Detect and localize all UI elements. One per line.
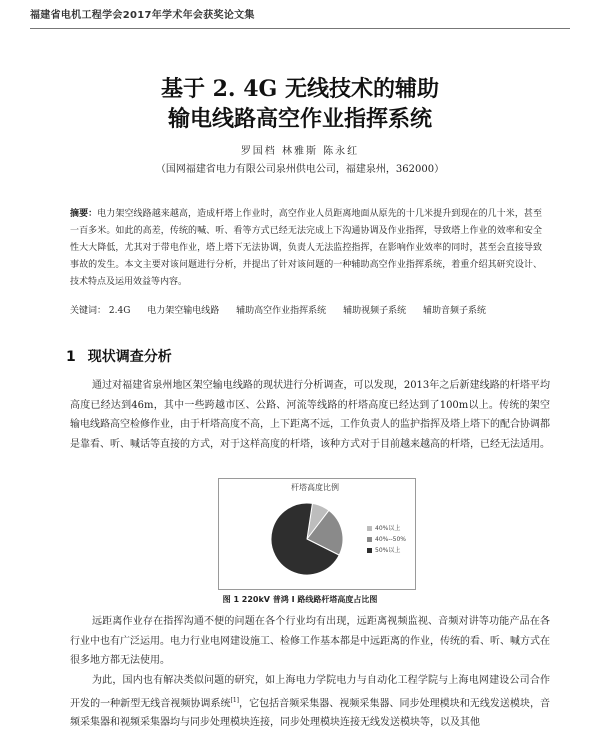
legend-item <box>367 545 406 556</box>
legend-label: 40%以上 <box>375 525 401 532</box>
paper-title-line-2: 输电线路高空作业指挥系统 <box>167 106 432 132</box>
paragraph-1: 通过对福建省泉州地区架空输电线路的现状进行分析调查，可以发现，2013年之后新建线路的杆塔平均高度已经达到46m，其中一些跨越市区、公路、河流等线路的杆塔高度已经达到了100m以上。传统的架空输电线路高空检修作业，由于杆塔高度不高，上下距离不远，工作负责人的监护指挥及塔上塔下的配合协调都是靠看、听、喊话等直接的方式，对于这样高度的杆塔，该种方式对于目前越来越高的杆塔，已经无法适用。 <box>70 380 550 450</box>
figure-caption: 图 1 220kV 普鸿 I 路线路杆塔高度占比图 <box>222 595 378 604</box>
paragraph-3 <box>70 671 550 733</box>
keywords-label: 关键词： <box>70 306 107 316</box>
section-number: 1 <box>66 349 76 365</box>
running-header: 福建省电机工程学会2017年学术年会获奖论文集 <box>30 6 570 29</box>
paragraph-3-continued: ，它包括音频采集器、视频采集器、同步处理模块和无线发送模块，音频采集器和视频采集器均与同步处理模块连接，同步处理模块连接无线发送模块等，以及其他 <box>70 697 551 729</box>
legend-swatch <box>367 537 372 542</box>
keyword: 辅助音频子系统 <box>422 306 486 316</box>
paragraph-2: 远距离作业存在指挥沟通不便的问题在各个行业均有出现，远距离视频监视、音频对讲等功能产品在各行业中也有广泛运用。电力行业电网建设施工、检修工作基本都是中远距离的作业，传统的看、听、喊方式在很多地方都无法使用。 <box>70 616 550 666</box>
paper-title-line-1: 基于 2. 4G 无线技术的辅助 <box>160 76 440 102</box>
keyword: 2.4G <box>108 306 131 316</box>
citation: [1] <box>230 696 240 704</box>
abstract-label: 摘要： <box>70 209 98 219</box>
keyword: 电力架空输电线路 <box>147 306 220 316</box>
legend-swatch <box>367 548 372 553</box>
legend-label: 50%以上 <box>375 547 401 554</box>
affiliation: （国网福建省电力有限公司泉州供电公司，福建泉州，362000） <box>155 164 445 175</box>
section-title: 现状调查分析 <box>87 349 172 365</box>
legend-item <box>367 534 406 545</box>
keyword: 辅助视频子系统 <box>343 306 407 316</box>
legend-label: 40%--50% <box>375 536 407 543</box>
pie-chart-figure <box>218 478 416 590</box>
keyword: 辅助高空作业指挥系统 <box>236 306 327 316</box>
abstract <box>70 206 542 291</box>
chart-legend <box>367 523 406 556</box>
keywords <box>70 303 542 316</box>
abstract-text: 电力架空线路越来越高，造成杆塔上作业时，高空作业人员距离地面从原先的十几米提升到现在的几十米，甚至一百多米。如此的高差，传统的喊、听、看等方式已经无法完成上下沟通协调及作业指挥，导致塔上作业的效率和安全性大大降低，尤其对于带电作业，塔上塔下无法协调，负责人无法监控指挥，在影响作业效率的同时，甚至会直接导致事故的发生。本文主要对该问题进行分析，并提出了针对该问题的一种辅助高空作业指挥系统，着重介绍其研究设计、技术特点及运用效益等内容。 <box>70 209 542 287</box>
legend-item <box>367 523 406 534</box>
chart-title: 杆塔高度比例 <box>291 483 339 492</box>
section-heading <box>66 346 172 366</box>
paragraph-3-text: 为此，国内也有解决类似问题的研究，如上海电力学院电力与自动化工程学院与上海电网建设公司合作开发的一种新型无线音视频协调系统 <box>70 675 550 709</box>
authors: 罗国档 林雅斯 陈永红 <box>240 146 360 157</box>
legend-swatch <box>367 526 372 531</box>
